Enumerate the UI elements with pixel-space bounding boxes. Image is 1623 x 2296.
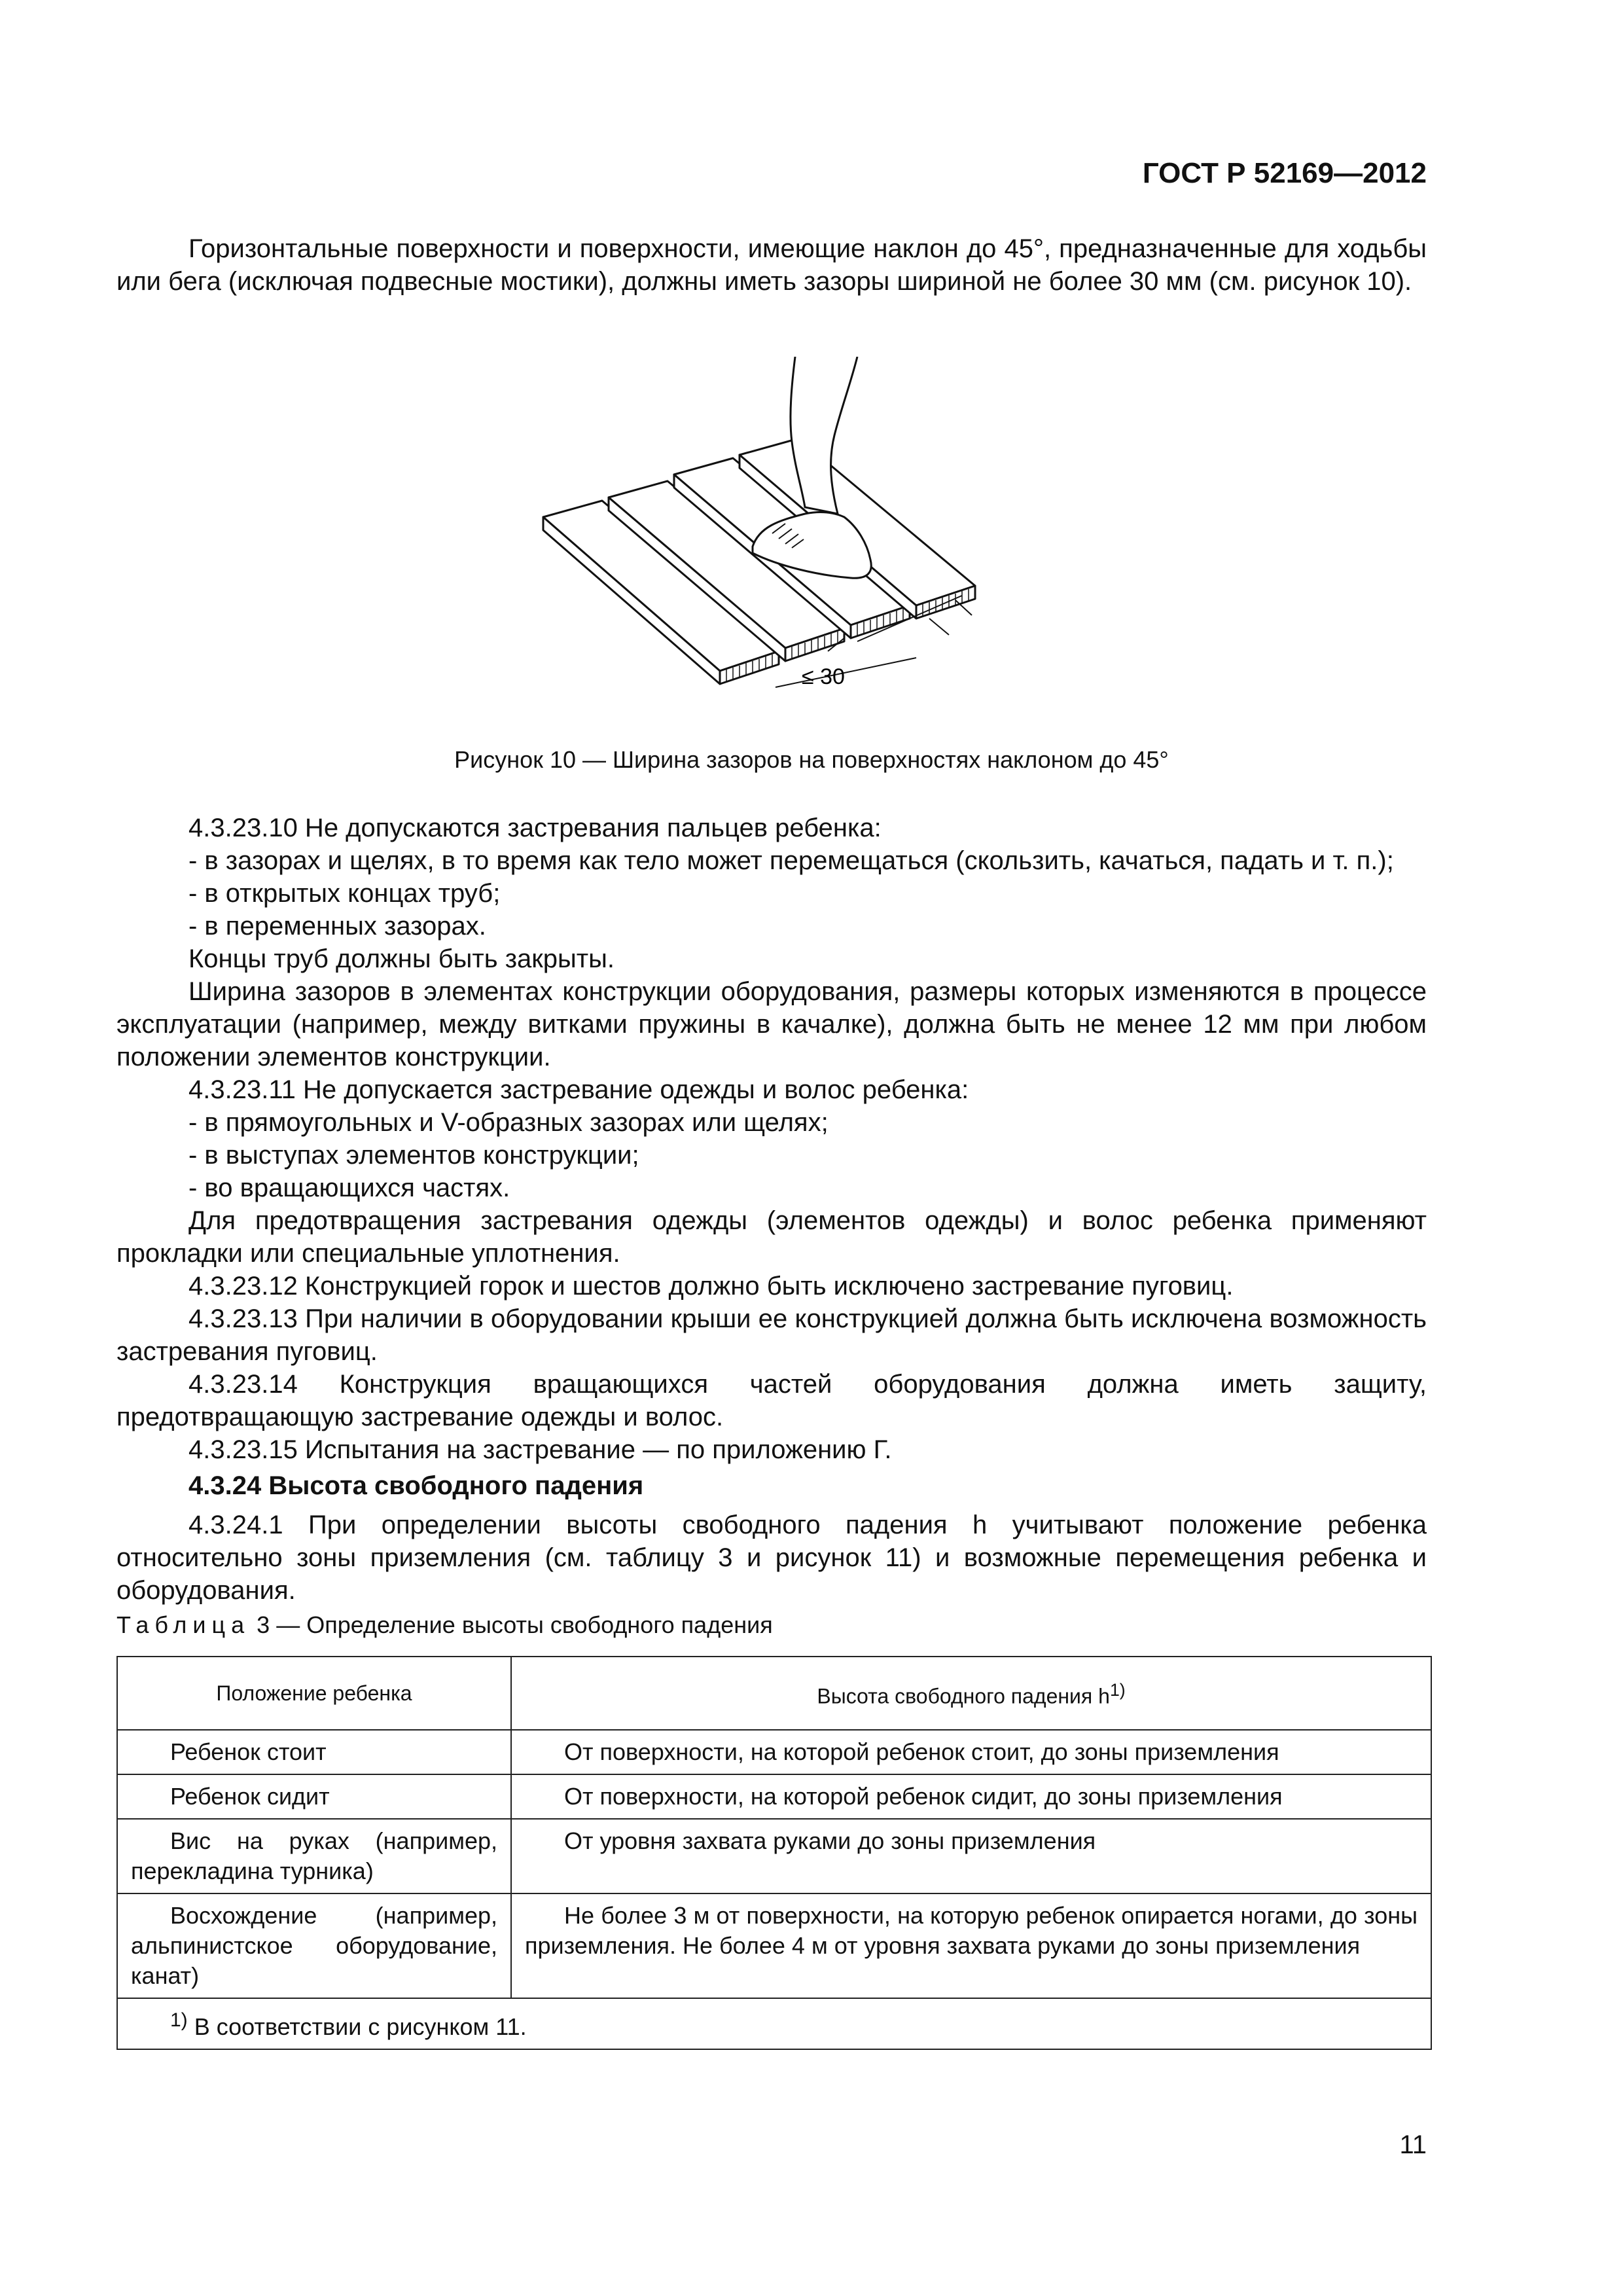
clause-4-3-24-1: 4.3.24.1 При определении высоты свободного падения h учитывают положение ребенка относительно зоны приземления (см. таблицу 3 и рисунок 11) и возможные перемещения ребенка и оборудования. (116, 1511, 1427, 1605)
cell-position: Ребенок стоит (117, 1730, 511, 1774)
section-title: Высота свободного падения (268, 1471, 644, 1500)
clause-4-3-23-10: 4.3.23.10 Не допускаются застревания пальцев ребенка: (188, 814, 882, 842)
col-header-footnote-mark: 1) (1109, 1680, 1126, 1700)
section-4-3-24-heading (116, 1469, 1499, 1502)
clause-4-3-23-13: 4.3.23.13 При наличии в оборудовании крыши ее конструкцией должна быть исключена возможность застревания пуговиц. (116, 1304, 1427, 1366)
table-label: Таблица (116, 1611, 251, 1638)
clause-10-bullet-1: - в зазорах и щелях, в то время как тело может перемещаться (скользить, качаться, падать и т. п.); (188, 846, 1394, 875)
figure-10-illustration (530, 357, 1014, 697)
cell-height: От поверхности, на которой ребенок стоит, до зоны приземления (511, 1730, 1431, 1774)
clause-4-3-23-12: 4.3.23.12 Конструкцией горок и шестов должно быть исключено застревание пуговиц. (188, 1272, 1234, 1300)
table-row (117, 1730, 1431, 1774)
footnote-mark: 1) (170, 2009, 188, 2031)
clause-11-bullet-3: - во вращающихся частях. (188, 1174, 510, 1202)
col-header-position: Положение ребенка (117, 1657, 511, 1730)
cell-position: Восхождение (например, альпинистское оборудование, канат) (117, 1893, 511, 1998)
clause-11-bullet-2: - в выступах элементов конструкции; (188, 1141, 639, 1170)
cell-height: От поверхности, на которой ребенок сидит, до зоны приземления (511, 1774, 1431, 1819)
cell-height: От уровня захвата руками до зоны приземления (511, 1819, 1431, 1893)
gap-dimension-label: ≤ 30 (802, 664, 845, 689)
cell-height: Не более 3 м от поверхности, на которую ребенок опирается ногами, до зоны приземления. Не более 4 м от уровня захвата руками до зоны приземления (511, 1893, 1431, 1998)
clause-11-prevention: Для предотвращения застревания одежды (элементов одежды) и волос ребенка применяют прокладки или специальные уплотнения. (116, 1206, 1427, 1268)
table-row (117, 1774, 1431, 1819)
clause-11-bullet-1: - в прямоугольных и V-образных зазорах или щелях; (188, 1108, 829, 1137)
table-row (117, 1819, 1431, 1893)
table-footnote-row (117, 1998, 1431, 2049)
clause-4-3-23-14: 4.3.23.14 Конструкция вращающихся частей оборудования должна иметь защиту, предотвращающую застревание одежды и волос. (116, 1370, 1427, 1431)
clause-10-bullet-3: - в переменных зазорах. (188, 912, 486, 941)
page-number: 11 (1399, 2130, 1427, 2159)
section-number: 4.3.24 (188, 1471, 262, 1500)
intro-paragraph: Горизонтальные поверхности и поверхности, имеющие наклон до 45°, предназначенные для ходьбы или бега (исключая подвесные мостики), должны иметь зазоры шириной не более 30 мм (см. рисунок 10). (116, 234, 1427, 296)
clause-4-3-23-15: 4.3.23.15 Испытания на застревание — по приложению Г. (188, 1435, 892, 1464)
clause-10-pipe-ends: Концы труб должны быть закрыты. (188, 944, 615, 973)
cell-position: Ребенок сидит (117, 1774, 511, 1819)
col-header-height-text: Высота свободного падения h (817, 1684, 1110, 1708)
cell-position: Вис на руках (например, перекладина турника) (117, 1819, 511, 1893)
footnote-text: В соответствии с рисунком 11. (194, 2013, 527, 2040)
table-3-title (116, 1611, 773, 1639)
table-header-row (117, 1657, 1431, 1730)
table-3 (116, 1656, 1432, 2050)
clause-10-gap-width: Ширина зазоров в элементах конструкции оборудования, размеры которых изменяются в процессе эксплуатации (например, между витками пружины в качалке), должна быть не менее 12 мм при любом положении элементов конструкции. (116, 977, 1427, 1071)
document-standard-number: ГОСТ Р 52169—2012 (1142, 157, 1427, 189)
table-row (117, 1893, 1431, 1998)
col-header-height (511, 1657, 1431, 1730)
clause-10-bullet-2: - в открытых концах труб; (188, 879, 501, 908)
clause-4-3-23-11: 4.3.23.11 Не допускается застревание одежды и волос ребенка: (188, 1075, 969, 1104)
table-footnote (117, 1998, 1431, 2049)
table-caption: 3 — Определение высоты свободного падения (257, 1611, 773, 1638)
figure-10-caption: Рисунок 10 — Ширина зазоров на поверхностях наклоном до 45° (454, 746, 1169, 773)
